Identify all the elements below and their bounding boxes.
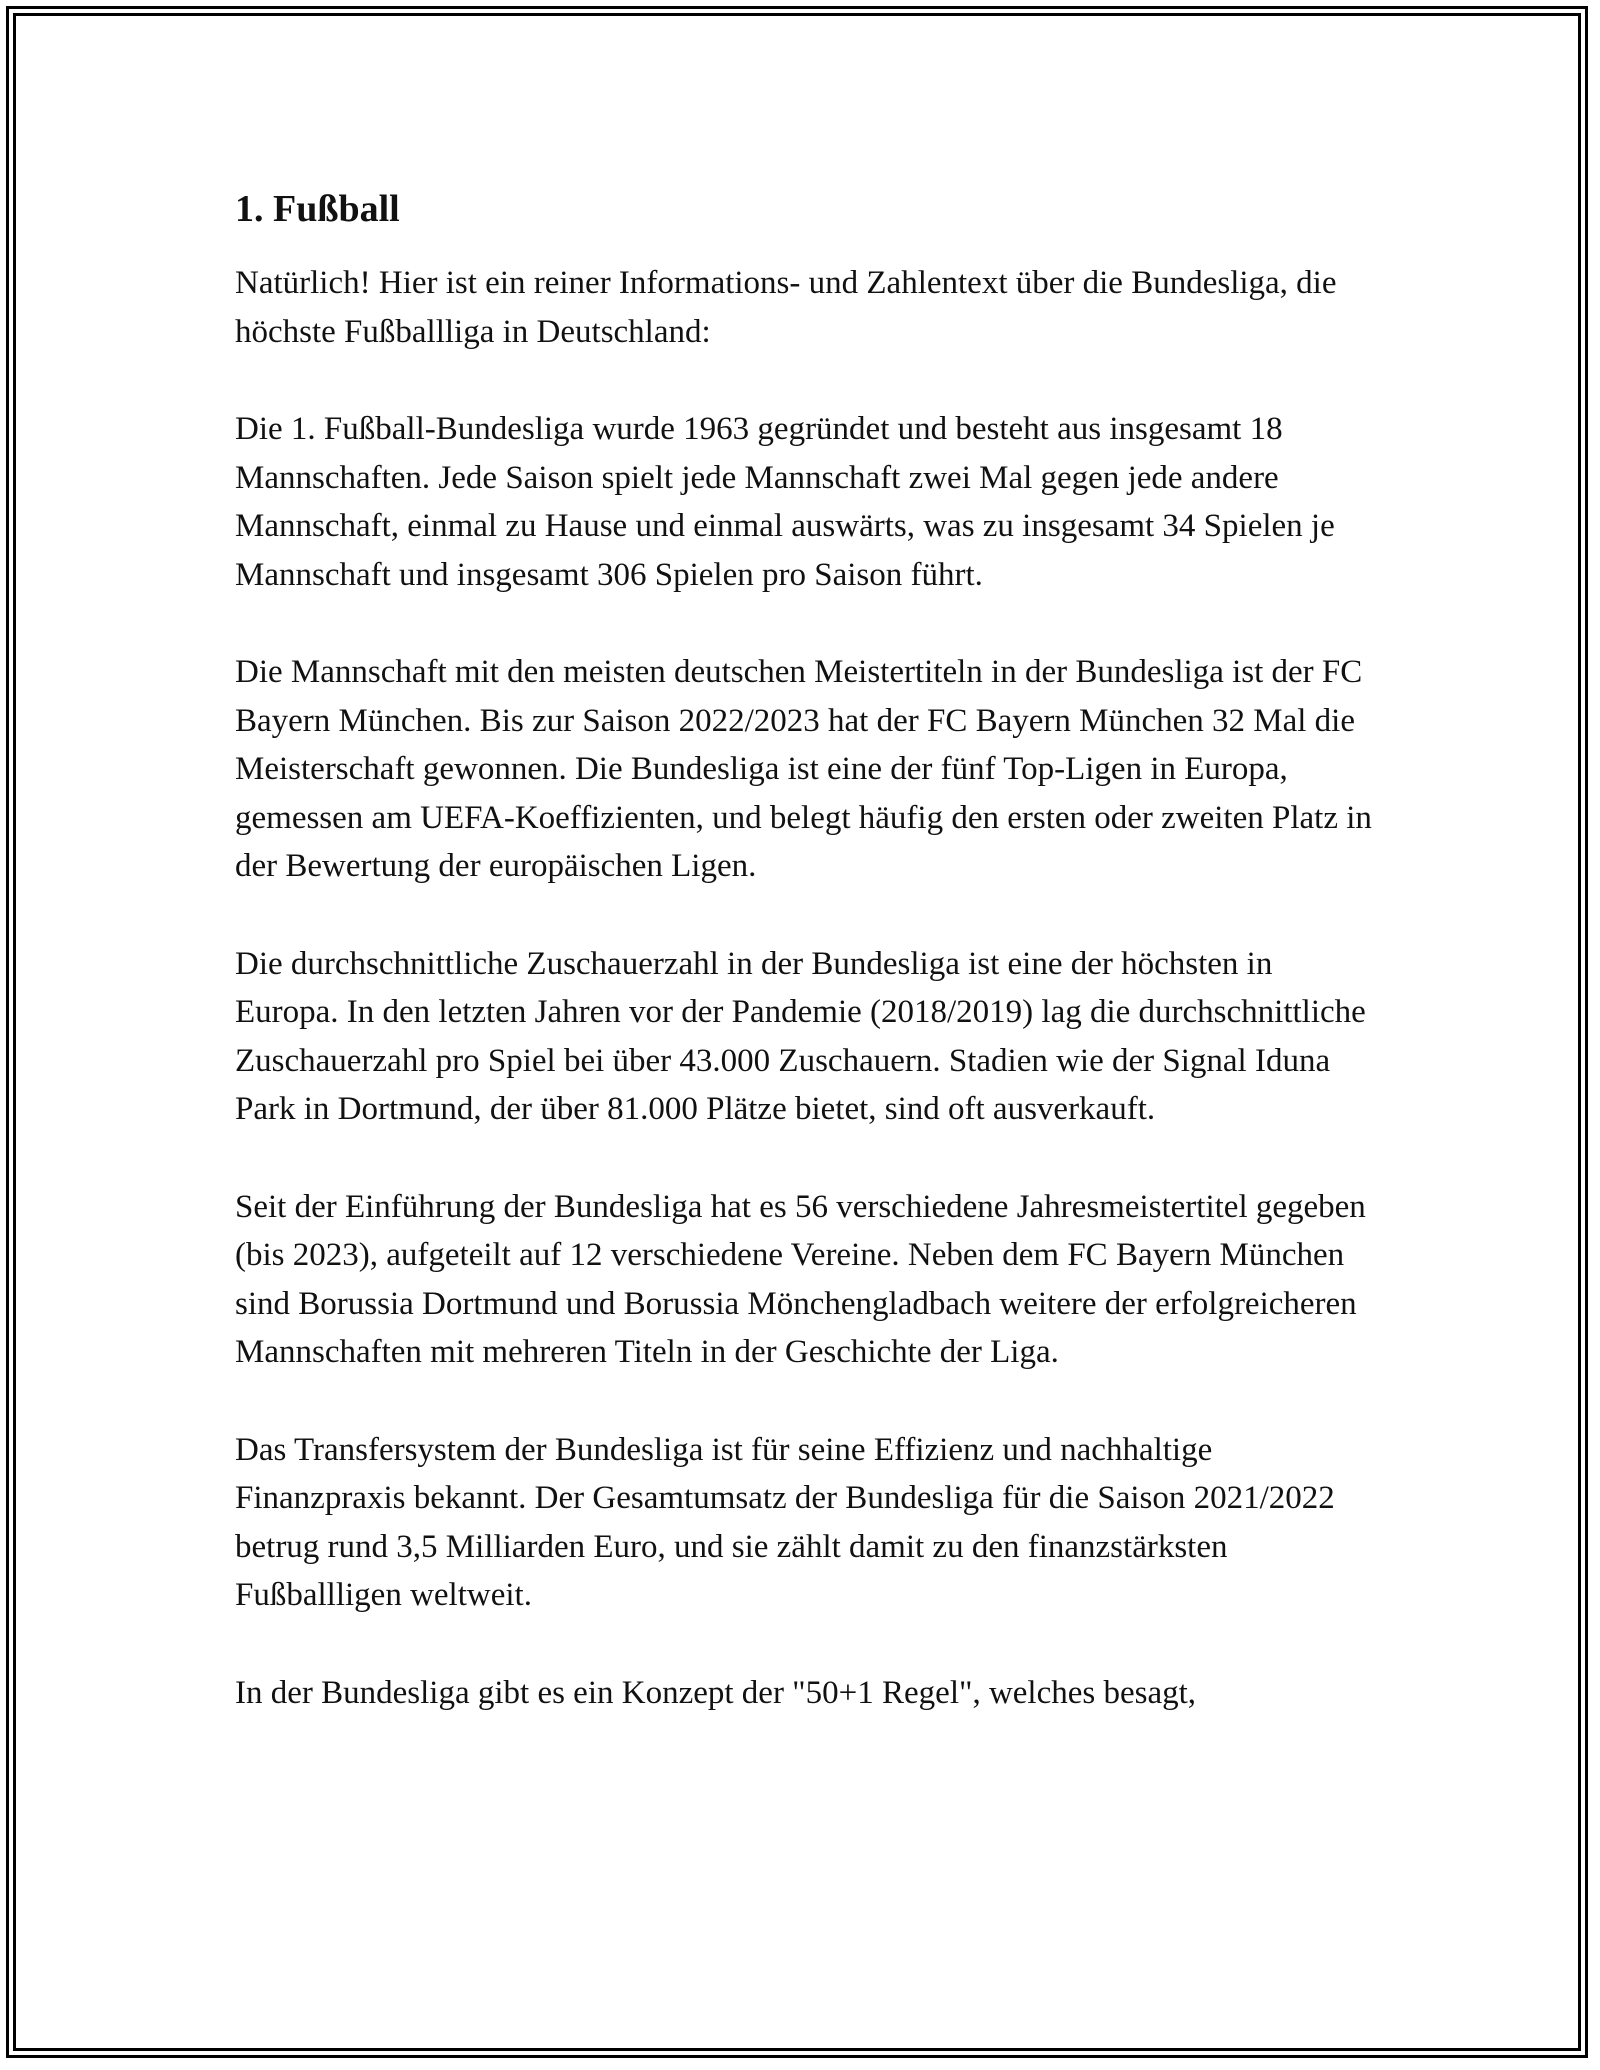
attendance-paragraph: Die durchschnittliche Zuschauerzahl in der Bundesliga ist eine der höchsten in Europa. In den letzten Jahren vor der Pandemie (2018/2019) lag die durchschnittliche Zuschauerzahl pro Spiel bei über 43.000 Zuschauern. Stadien wie der Signal Iduna Park in Dortmund, der über 81.000 Plätze bietet, sind oft ausverkauft. [235, 945, 1366, 1127]
intro-paragraph: Natürlich! Hier ist ein reiner Informations- und Zahlentext über die Bundesliga, die höchste Fußballliga in Deutschland: [235, 265, 1337, 350]
founding-paragraph: Die 1. Fußball-Bundesliga wurde 1963 gegründet und besteht aus insgesamt 18 Mannschaften. Jede Saison spielt jede Mannschaft zwei Mal gegen jede andere Mannschaft, einmal zu Hause und einmal auswärts, was zu insgesamt 34 Spielen je Mannschaft und insgesamt 306 Spielen pro Saison führt. [235, 411, 1335, 593]
rule-paragraph: In der Bundesliga gibt es ein Konzept der "50+1 Regel", welches besagt, [235, 1674, 1197, 1711]
document-body [235, 185, 1380, 1766]
section-heading: 1. Fußball [235, 188, 400, 230]
champions-paragraph: Die Mannschaft mit den meisten deutschen Meistertiteln in der Bundesliga ist der FC Bayern München. Bis zur Saison 2022/2023 hat der FC Bayern München 32 Mal die Meisterschaft gewonnen. Die Bundesliga ist eine der fünf Top-Ligen in Europa, gemessen am UEFA-Koeffizienten, und belegt häufig den ersten oder zweiten Platz in der Bewertung der europäischen Ligen. [235, 654, 1372, 884]
titles-paragraph: Seit der Einführung der Bundesliga hat es 56 verschiedene Jahresmeistertitel gegeben (bis 2023), aufgeteilt auf 12 verschiedene Vereine. Neben dem FC Bayern München sind Borussia Dortmund und Borussia Mönchengladbach weitere der erfolgreicheren Mannschaften mit mehreren Titeln in der Geschichte der Liga. [235, 1188, 1366, 1370]
finance-paragraph: Das Transfersystem der Bundesliga ist für seine Effizienz und nachhaltige Finanzpraxis bekannt. Der Gesamtumsatz der Bundesliga für die Saison 2021/2022 betrug rund 3,5 Milliarden Euro, und sie zählt damit zu den finanzstärksten Fußballligen weltweit. [235, 1431, 1335, 1613]
